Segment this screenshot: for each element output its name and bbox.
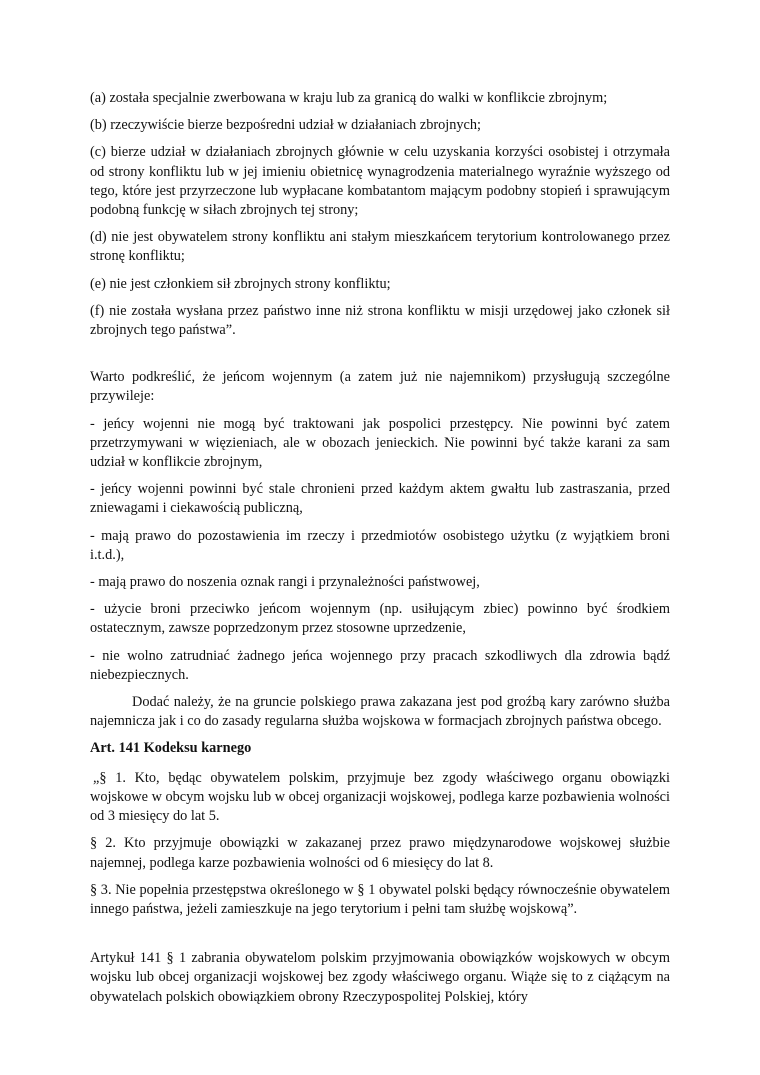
- privilege-item: - mają prawo do noszenia oznak rangi i przynależności państwowej,: [90, 574, 480, 591]
- article-paragraph: § 3. Nie popełnia przestępstwa określonego w § 1 obywatel polski będący równocześnie obywatelem innego państwa, jeżeli zamieszkuje na jego terytorium i pełni tam służbę wojskową”.: [90, 881, 670, 917]
- privilege-item: - użycie broni przeciwko jeńcom wojennym (np. usiłującym zbiec) powinno być środkiem ostatecznym, zawsze poprzedzonym przez stosowne uprzedzenie,: [90, 601, 670, 637]
- law-note: Dodać należy, że na gruncie polskiego prawa zakazana jest pod groźbą kary zarówno służba najemnicza jak i co do zasady regularna służba wojskowa w formacjach zbrojnych państwa obcego.: [90, 694, 670, 730]
- closing-paragraph: Artykuł 141 § 1 zabrania obywatelom polskim przyjmowania obowiązków wojskowych w obcym wojsku lub obcej organizacji wojskowej bez zgody właściwego organu. Wiąże się to z ciążącym na obywatelach polskich obowiązkiem obrony Rzeczypospolitej Polskiej, który: [90, 950, 670, 1005]
- list-item: (c) bierze udział w działaniach zbrojnych głównie w celu uzyskania korzyści osobistej i otrzymała od strony konfliktu lub w jej imieniu obietnicę wynagrodzenia materialnego wyraźnie wyższego od tego, które jest przyrzeczone lub wypłacane kombatantom mającym podobny stopień i sprawującym podobną funkcję w siłach zbrojnych tej strony;: [90, 144, 670, 219]
- privilege-item: - jeńcy wojenni nie mogą być traktowani jak pospolici przestępcy. Nie powinni być zatem przetrzymywani w więzieniach, ale w obozach jenieckich. Nie powinni być także karani za sam udział w konflikcie zbrojnym,: [90, 415, 670, 471]
- list-item: (e) nie jest członkiem sił zbrojnych strony konfliktu;: [90, 275, 391, 292]
- list-item: (b) rzeczywiście bierze bezpośredni udział w działaniach zbrojnych;: [90, 117, 481, 134]
- privilege-item: - jeńcy wojenni powinni być stale chronieni przed każdym aktem gwałtu lub zastraszania, przed zniewagami i ciekawością publiczną,: [90, 481, 670, 517]
- blank-line: [90, 348, 670, 368]
- privileges-intro: Warto podkreślić, że jeńcom wojennym (a zatem już nie najemnikom) przysługują szczególne przywileje:: [90, 369, 670, 405]
- article-paragraph: § 2. Kto przyjmuje obowiązki w zakazanej przez prawo międzynarodowe wojskowej służbie najemnej, podlega karze pozbawienia wolności od 6 miesięcy do lat 8.: [90, 835, 670, 871]
- document-body: [90, 89, 670, 1015]
- blank-line: [90, 927, 670, 949]
- article-heading: Art. 141 Kodeksu karnego: [90, 740, 252, 757]
- list-item: (a) została specjalnie zwerbowana w kraju lub za granicą do walki w konflikcie zbrojnym;: [90, 90, 608, 106]
- list-item: (f) nie została wysłana przez państwo inne niż strona konfliktu w misji urzędowej jako członek sił zbrojnych tego państwa”.: [90, 302, 670, 339]
- article-paragraph: „§ 1. Kto, będąc obywatelem polskim, przyjmuje bez zgody właściwego organu obowiązki wojskowe w obcym wojsku lub w obcej organizacji wojskowej, podlega karze pozbawienia wolności od 3 miesięcy do lat 5.: [90, 769, 670, 825]
- privilege-item: - nie wolno zatrudniać żadnego jeńca wojennego przy pracach szkodliwych dla zdrowia bądź niebezpiecznych.: [90, 647, 670, 683]
- privilege-item: - mają prawo do pozostawienia im rzeczy i przedmiotów osobistego użytku (z wyjątkiem broni i.t.d.),: [90, 527, 670, 563]
- list-item: (d) nie jest obywatelem strony konfliktu ani stałym mieszkańcem terytorium kontrolowanego przez stronę konfliktu;: [90, 229, 670, 265]
